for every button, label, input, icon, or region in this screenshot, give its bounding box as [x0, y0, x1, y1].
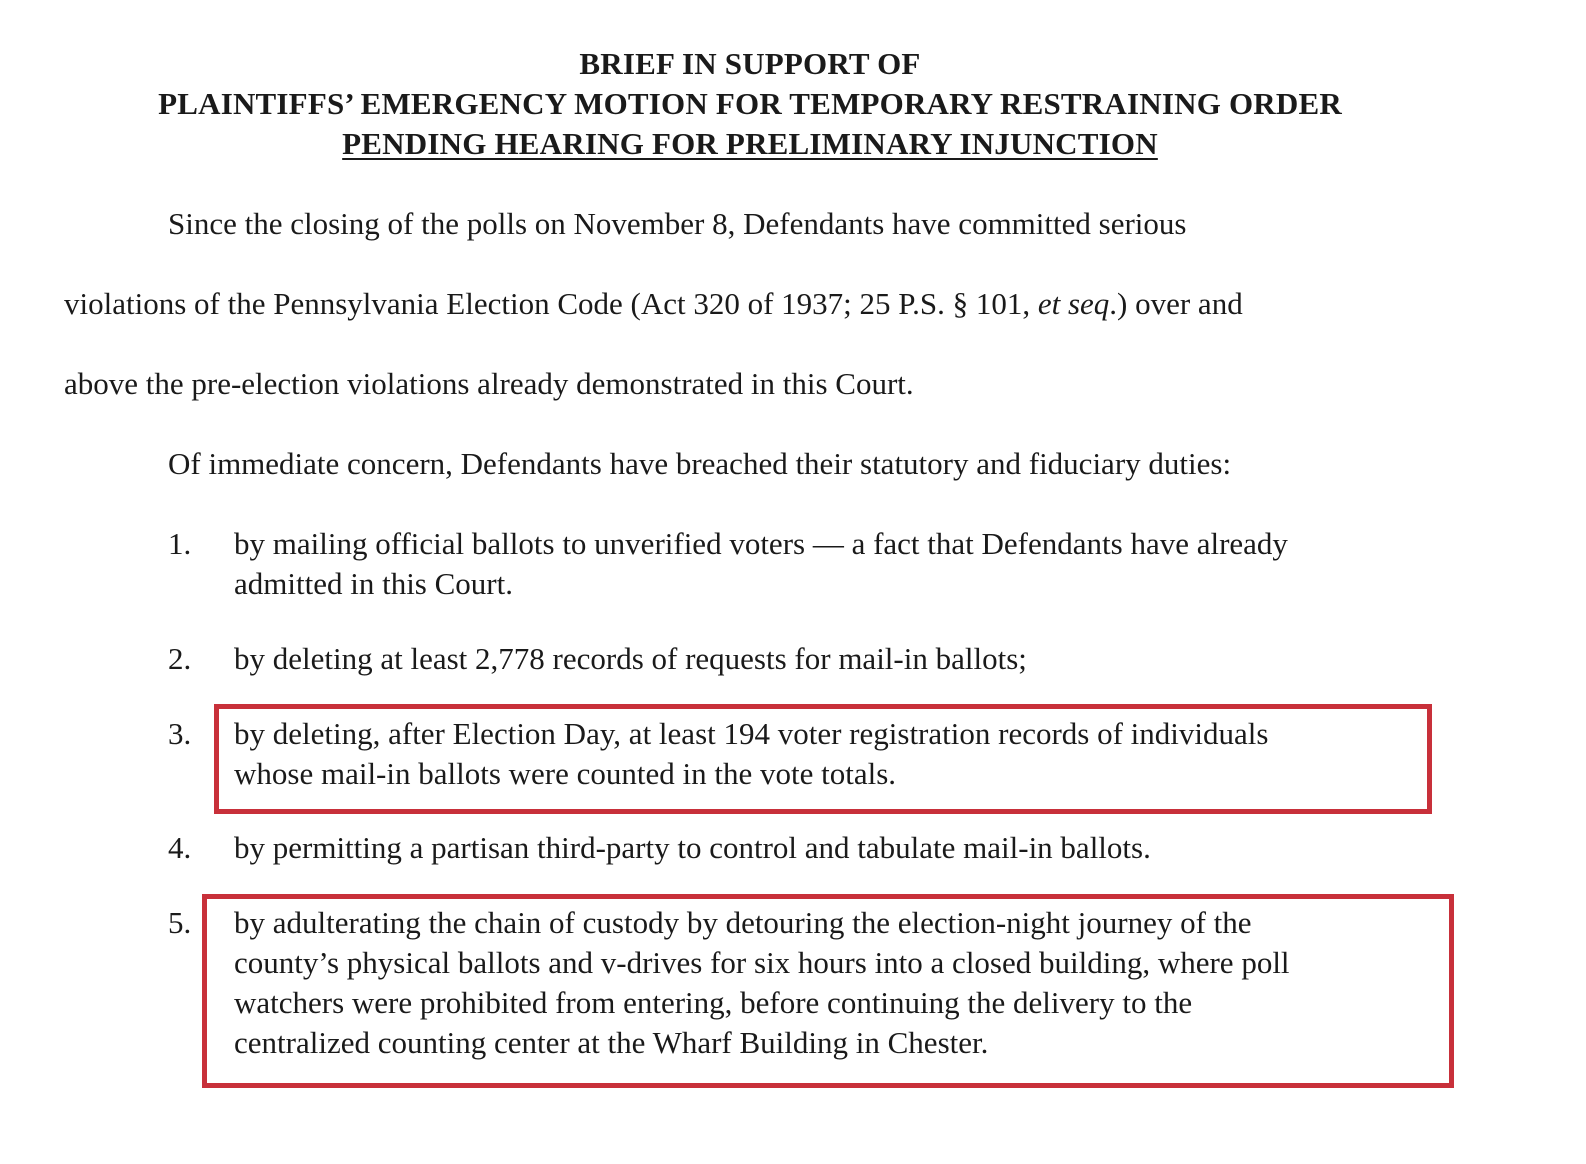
list-item-line: admitted in this Court. — [234, 566, 513, 601]
list-item-line: watchers were prohibited from entering, before continuing the delivery to the — [234, 985, 1193, 1020]
paragraph-1-line-1: Since the closing of the polls on November 8, Defendants have committed serious — [168, 206, 1187, 241]
heading-line-3-underlined: PENDING HEARING FOR PRELIMINARY INJUNCTION — [342, 126, 1158, 161]
list-item-line: whose mail-in ballots were counted in the vote totals. — [234, 756, 897, 791]
heading-line-2: PLAINTIFFS’ EMERGENCY MOTION FOR TEMPORARY RESTRAINING ORDER — [158, 86, 1342, 121]
list-item-line: by mailing official ballots to unverified voters — a fact that Defendants have already — [234, 526, 1288, 561]
list-item-line: county’s physical ballots and v-drives for six hours into a closed building, where poll — [234, 945, 1290, 980]
list-item-number: 5. — [168, 905, 192, 940]
list-item-number: 1. — [168, 526, 192, 561]
heading-line-3 — [0, 124, 1500, 164]
citation-italic: et seq — [1037, 286, 1110, 321]
list-item-line: by deleting at least 2,778 records of requests for mail-in ballots; — [234, 641, 1027, 676]
heading-line-1: BRIEF IN SUPPORT OF — [579, 46, 921, 81]
list-item — [234, 828, 1434, 868]
list-item — [234, 639, 1434, 679]
list-item-line: by permitting a partisan third-party to control and tabulate mail-in ballots. — [234, 830, 1151, 865]
list-item-number: 4. — [168, 830, 192, 865]
list-item-line: by deleting, after Election Day, at least 194 voter registration records of individuals — [234, 716, 1269, 751]
list-item-number: 3. — [168, 716, 192, 751]
list-item-number: 2. — [168, 641, 192, 676]
paragraph-1-line-2 — [64, 284, 1243, 324]
paragraph-1-line-3: above the pre-election violations already demonstrated in this Court. — [64, 366, 914, 401]
paragraph-1-line-2-text: violations of the Pennsylvania Election Code (Act 320 of 1937; 25 P.S. § 101, — [64, 286, 1038, 321]
highlight-box-item-3 — [214, 704, 1432, 814]
highlight-box-item-5 — [202, 894, 1454, 1088]
paragraph-2: Of immediate concern, Defendants have breached their statutory and fiduciary duties: — [168, 446, 1232, 481]
paragraph-1-line-2-tail: .) over and — [1109, 286, 1243, 321]
list-item-line: by adulterating the chain of custody by detouring the election-night journey of the — [234, 905, 1252, 940]
list-item-line: centralized counting center at the Wharf Building in Chester. — [234, 1025, 989, 1060]
list-item — [234, 524, 1434, 604]
